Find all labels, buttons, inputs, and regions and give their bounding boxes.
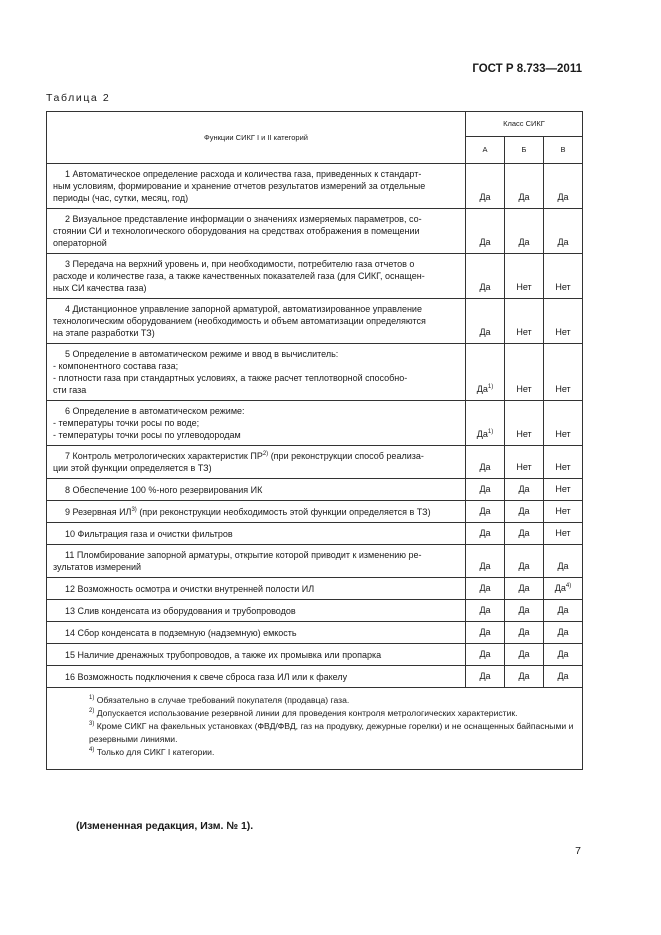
class-a-value: $Да^{1)}$ [466, 401, 505, 446]
function-description [47, 164, 466, 209]
amendment-note: (Измененная редакция, Изм. № 1). [76, 820, 254, 832]
function-line: стоянии СИ и технологического оборудования на средствах отображения в помещении [53, 226, 420, 236]
class-b-value: Да [505, 666, 544, 688]
column-header-functions: Функции СИКГ I и II категорий [47, 112, 466, 164]
footnotes [47, 688, 583, 770]
class-a-value: Да [466, 446, 505, 479]
function-description [47, 446, 466, 479]
table-row [47, 479, 583, 501]
function-description [47, 501, 466, 523]
class-b-value: Да [505, 209, 544, 254]
function-description [47, 344, 466, 401]
function-description [47, 622, 466, 644]
table-row [47, 523, 583, 545]
function-line: 6 Определение в автоматическом режиме: [65, 406, 245, 416]
class-b-value: Да [505, 479, 544, 501]
function-description [47, 644, 466, 666]
class-a-value: Да [466, 164, 505, 209]
function-line: 9 Резервная ИЛ$^{3)}$ (при реконструкции необходимость этой функции определяется в ТЗ) [65, 507, 431, 517]
class-a-value: Да [466, 545, 505, 578]
function-line: - компонентного состава газа; [53, 361, 179, 371]
table-body [47, 164, 583, 688]
table-row [47, 164, 583, 209]
class-b-value: Нет [505, 401, 544, 446]
function-line: 1 Автоматическое определение расхода и количества газа, приведенных к стандарт- [65, 169, 422, 179]
table-row [47, 446, 583, 479]
table-row [47, 401, 583, 446]
function-line: зультатов измерений [53, 562, 142, 572]
function-description [47, 254, 466, 299]
page-number: 7 [575, 845, 581, 857]
function-line: 12 Возможность осмотра и очистки внутренней полости ИЛ [65, 584, 315, 594]
class-c-value: Нет [544, 523, 583, 545]
function-line: 5 Определение в автоматическом режиме и ввод в вычислитель: [65, 349, 339, 359]
table-row [47, 578, 583, 600]
class-b-value: Да [505, 545, 544, 578]
function-line: - температуры точки росы по углеводородам [53, 430, 241, 440]
table-row [47, 299, 583, 344]
table-row [47, 545, 583, 578]
function-line: ным условиям, формирование и хранение отчетов результатов измерений за отдельные [53, 181, 426, 191]
function-description [47, 401, 466, 446]
class-a-value: $Да^{1)}$ [466, 344, 505, 401]
column-header-class: Класс СИКГ [466, 112, 583, 137]
footnote-4: $^{4)}$ Только для СИКГ I категории. [89, 747, 215, 757]
function-description [47, 523, 466, 545]
class-a-value: Да [466, 299, 505, 344]
class-c-value: Да [544, 644, 583, 666]
class-a-value: Да [466, 479, 505, 501]
class-c-value: Нет [544, 254, 583, 299]
footnote-3: $^{3)}$ Кроме СИКГ на факельных установках (ФВД/ФВД, газ на продувку, дежурные горелки) и не оснащенных байпасными и резервными линиями. [89, 721, 574, 744]
function-line: 8 Обеспечение 100 %-ного резервирования ИК [65, 485, 263, 495]
class-a-value: Да [466, 600, 505, 622]
class-a-value: Да [466, 666, 505, 688]
class-a-value: Да [466, 523, 505, 545]
class-c-value: Нет [544, 501, 583, 523]
functions-table [46, 111, 583, 770]
function-description [47, 578, 466, 600]
class-a-value: Да [466, 622, 505, 644]
class-c-value: Да [544, 164, 583, 209]
class-c-value: Нет [544, 479, 583, 501]
class-c-value: $Да^{4)}$ [544, 578, 583, 600]
table-row [47, 600, 583, 622]
function-line: 11 Пломбирование запорной арматуры, открытие которой приводит к изменению ре- [65, 550, 422, 560]
function-line: 3 Передача на верхний уровень и, при необходимости, потребителю газа отчетов о [65, 259, 415, 269]
function-line: 2 Визуальное представление информации о значениях измеряемых параметров, со- [65, 214, 422, 224]
table-row [47, 666, 583, 688]
function-line: расходе и количестве газа, а также качественных показателей газа (для СИКГ, оснащен- [53, 271, 425, 281]
class-b-value: Да [505, 600, 544, 622]
class-a-value: Да [466, 254, 505, 299]
function-description [47, 209, 466, 254]
function-line: 7 Контроль метрологических характеристик ПР$^{2)}$ (при реконструкции способ реализа- [65, 451, 424, 461]
table-row [47, 644, 583, 666]
table-row [47, 344, 583, 401]
function-line: ных СИ качества газа) [53, 283, 147, 293]
class-c-value: Нет [544, 299, 583, 344]
class-b-value: Нет [505, 446, 544, 479]
class-c-value: Да [544, 600, 583, 622]
column-header-c: В [544, 137, 583, 164]
table-row [47, 501, 583, 523]
table-row [47, 254, 583, 299]
function-line: ции этой функции определяется в ТЗ) [53, 463, 212, 473]
class-b-value: Нет [505, 299, 544, 344]
class-b-value: Нет [505, 344, 544, 401]
function-line: 15 Наличие дренажных трубопроводов, а также их промывка или пропарка [65, 650, 382, 660]
class-b-value: Да [505, 501, 544, 523]
function-description [47, 545, 466, 578]
class-b-value: Да [505, 578, 544, 600]
function-line: на этапе разработки ТЗ) [53, 328, 155, 338]
function-line: - температуры точки росы по воде; [53, 418, 200, 428]
class-c-value: Да [544, 209, 583, 254]
function-line: 10 Фильтрация газа и очистки фильтров [65, 529, 233, 539]
function-line: - плотности газа при стандартных условиях, а также расчет теплотворной способно- [53, 373, 408, 383]
document-code: ГОСТ Р 8.733—2011 [472, 63, 582, 75]
class-b-value: Да [505, 164, 544, 209]
class-a-value: Да [466, 578, 505, 600]
column-header-a: А [466, 137, 505, 164]
class-b-value: Да [505, 622, 544, 644]
class-b-value: Да [505, 644, 544, 666]
footnote-1: $^{1)}$ Обязательно в случае требований покупателя (продавца) газа. [89, 695, 350, 705]
class-a-value: Да [466, 209, 505, 254]
function-description [47, 666, 466, 688]
class-b-value: Нет [505, 254, 544, 299]
function-line: 14 Сбор конденсата в подземную (надземную) емкость [65, 628, 297, 638]
class-a-value: Да [466, 501, 505, 523]
function-line: операторной [53, 238, 107, 248]
class-c-value: Да [544, 622, 583, 644]
function-description [47, 600, 466, 622]
class-c-value: Нет [544, 401, 583, 446]
class-a-value: Да [466, 644, 505, 666]
class-c-value: Да [544, 545, 583, 578]
function-line: периоды (час, сутки, месяц, год) [53, 193, 189, 203]
function-line: 4 Дистанционное управление запорной арматурой, автоматизированное управление [65, 304, 422, 314]
class-b-value: Да [505, 523, 544, 545]
function-description [47, 479, 466, 501]
column-header-b: Б [505, 137, 544, 164]
table-label: Таблица 2 [46, 92, 111, 104]
function-line: 16 Возможность подключения к свече сброса газа ИЛ или к факелу [65, 672, 348, 682]
function-line: сти газа [53, 385, 87, 395]
class-c-value: Нет [544, 344, 583, 401]
footnote-2: $^{2)}$ Допускается использование резервной линии для проведения контроля метрологических характеристик. [89, 708, 518, 718]
table-row [47, 209, 583, 254]
function-line: 13 Слив конденсата из оборудования и трубопроводов [65, 606, 296, 616]
class-c-value: Да [544, 666, 583, 688]
function-description [47, 299, 466, 344]
function-line: технологическим оборудованием (необходимость и объем автоматизации определяются [53, 316, 426, 326]
table-row [47, 622, 583, 644]
class-c-value: Нет [544, 446, 583, 479]
